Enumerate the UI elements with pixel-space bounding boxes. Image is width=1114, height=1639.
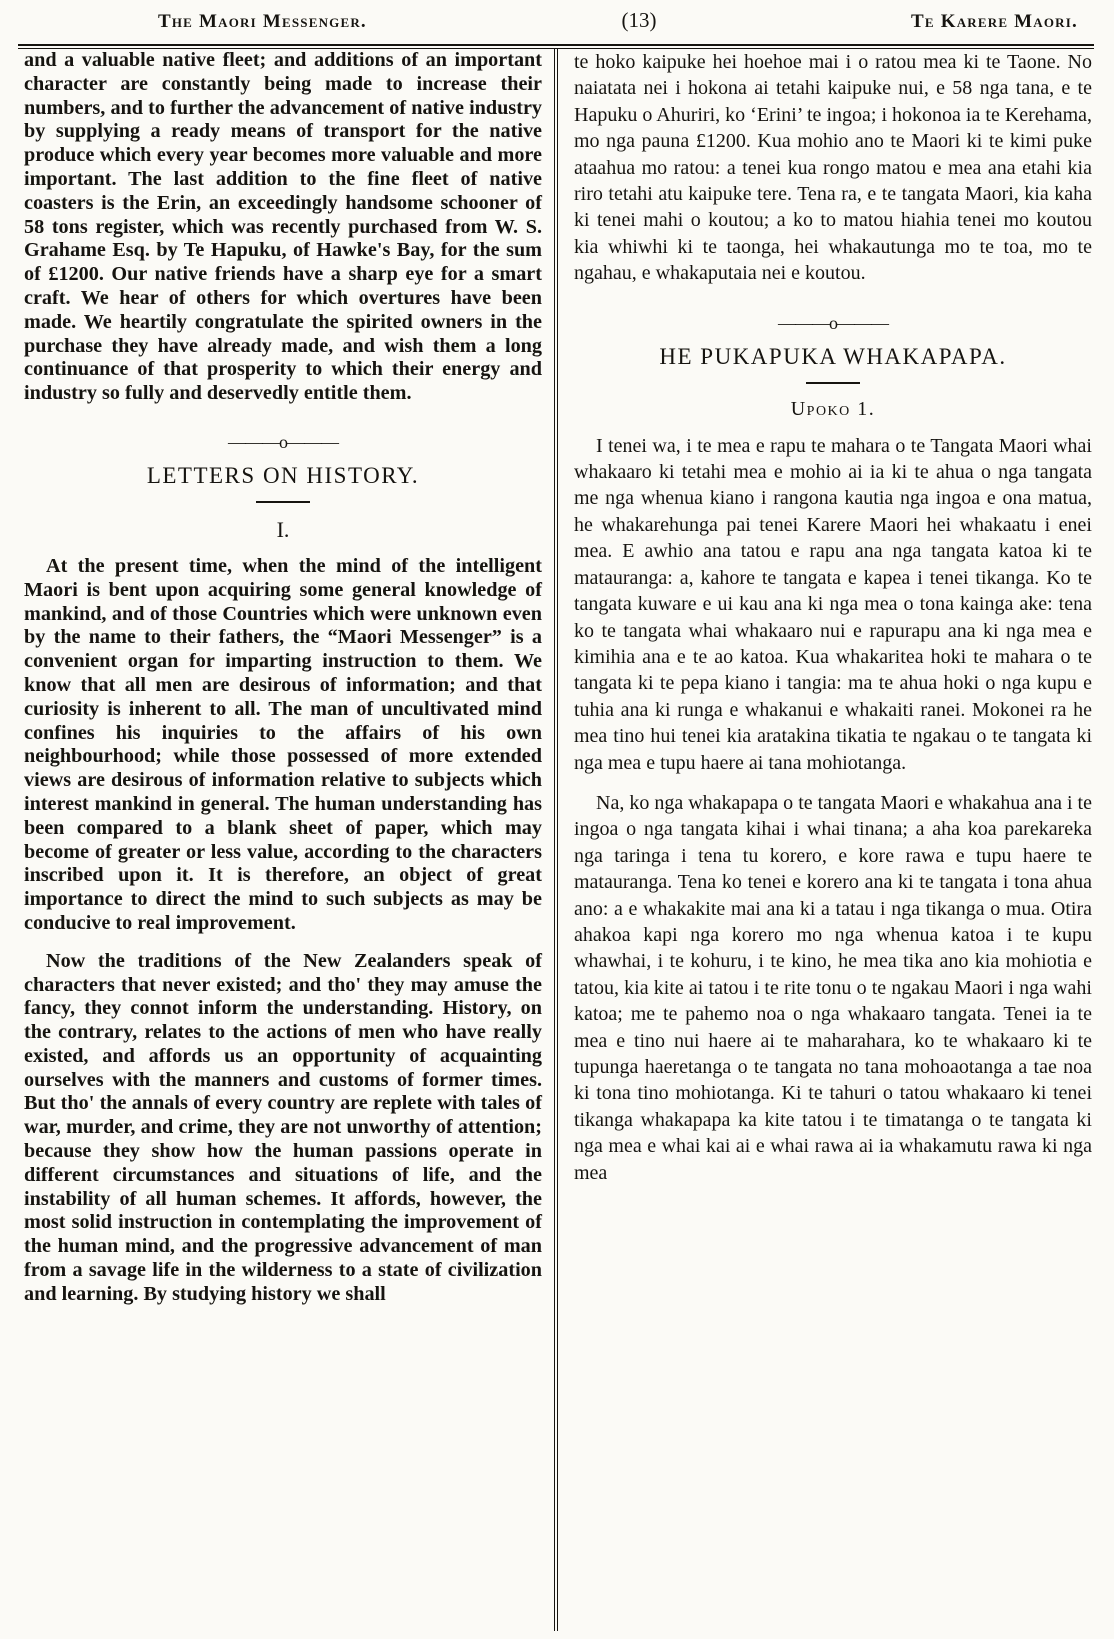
- article-continuation-english: and a valuable native fleet; and additions of an important character are constantly being made to increase their numbers, and to further the advancement of native industry by supplying a ready means of transport for the native produce which every year becomes more valuable and more important. The last addition to the fine fleet of native coasters is the Erin, an exceedingly handsome schooner of 58 tons register, which was recently purchased from W. S. Grahame Esq. by Te Hapuku, of Hawke's Bay, for the sum of £1200. Our native friends have a sharp eye for a smart craft. We hear of others for which overtures have been made. We heartily congratulate the spirited owners in the purchase they have already made, and wish them a long continuance of that prosperity to which their energy and industry so fully and deservedly entitle them.: [24, 49, 542, 405]
- chapter-number: Upoko 1.: [790, 397, 876, 420]
- section-separator: ———o———: [228, 431, 338, 452]
- whakapapa-paragraph-2: Na, ko nga whakapapa o te tangata Maori e whakahua ana i te ingoa o nga tangata kihai i whai tinana; a aha koa parekareka nga taringa i tena tu korero, e kore rawa e tupu haere te matauranga. Tena ko tenei e korero ana ki te tangata i tona ahua ano: a e whakakite mai ana ki a tatau i nga tikanga o mua. Otira ahakoa kapi nga korero mo nga whenua katoa i te kupu whawhai, i te kohuru, i te kino, he mea tika ano kia mohiotia e tatou, kia kite ai tatou i te rite tonu o te ngakau Maori i nga wahi katoa; me te pahemo noa o nga whakaaro tangata. Tenei ia te mea e tino nui haere ai te maharahara, ko te whakaaro ki te tupunga haeretanga o te tangata no tana mohoaotanga a tae noa ki tona tino mohiotanga. Ki te tahuri o tatou whakaaro ki tenei tikanga whakapapa ka kite tatou i te timatanga o te tangata ki nga mea e whai kai ai e whai rawa ai ia whakamutu rawa ki nga mea: [574, 791, 1092, 1184]
- english-column: [18, 49, 554, 1631]
- whakapapa-paragraph-1: I tenei wa, i te mea e rapu te mahara o te Tangata Maori whai whakaaro ki tetahi mea e mohio ai ia ki te ahua o nga tangata me nga whenua kiano i rangona kautia nga ingoa e ona matua, he whakarehunga pai tenei Karere Maori hei whakaatu i enei mea. E awhio ana tatou e rapu ana nga tangata katoa ki te matauranga: a, kahore te tangata e kapea i tenei tikanga. Ko te tangata kuware e ui kau ana ki nga mea o tona kainga ake: tena ko te tangata whai whakaaro nui e rapurapu ana ki nga mea e kimihia ana e te ao katoa. Kua whakaritea hoki te mahara o te tangata ki te pepa kiano i tangia: ma te ahua hoki o nga kupu e tuhia ana ki runga e whakanui e whakaiti ranei. Mokonei ra he mea tino hui tenei kia aratakina tikatia te ngakau o te tangata ki nga mea e tupu haere ai tana mohiotanga.: [574, 434, 1092, 774]
- history-paragraph-1: At the present time, when the mind of the intelligent Maori is bent upon acquiring some general knowledge of mankind, and of those Countries which were unknown even by the name to their fathers, the “Maori Messenger” is a convenient organ for imparting instruction to them. We know that all men are desirous of information; and that curiosity is inherent to all. The man of uncultivated mind confines his inquiries to the affairs of his own neighbourhood; while those possessed of more extended views are desirous of information relative to subjects which interest mankind in general. The human understanding has been compared to a blank sheet of paper, which may become of greater or less value, according to the characters inscribed upon it. It is therefore, an object of great importance to direct the mind to such subjects as may be conducive to real improvement.: [24, 554, 542, 934]
- history-paragraph-2: Now the traditions of the New Zealanders speak of characters that never existed; and tho' they may amuse the fancy, they connot inform the understanding. History, on the contrary, relates to the actions of men who have really existed, and affords us an opportunity of acquainting ourselves with the manners and customs of former times. But tho' the annals of every country are replete with tales of war, murder, and crime, they are not unworthy of attention; because they show how the human passions operate in different circumstances and situations of life, and the instability of all human schemes. It affords, however, the most solid instruction in contemplating the improvement of the human mind, and the progressive advancement of man from a savage life in the wilderness to a state of civilization and learning. By studying history we shall: [24, 949, 542, 1305]
- section-separator-maori: ———o———: [778, 312, 888, 333]
- header-english-title: The Maori Messenger.: [158, 11, 367, 32]
- columns: [18, 49, 1098, 1631]
- title-rule-maori: [806, 382, 860, 384]
- page-number: (13): [621, 8, 657, 32]
- letter-number: I.: [276, 516, 290, 542]
- header-maori-title: Te Karere Maori.: [911, 11, 1078, 32]
- title-rule: [256, 501, 310, 503]
- maori-column: [558, 49, 1098, 1631]
- header-rule: [18, 44, 1094, 46]
- article-continuation-maori: te hoko kaipuke hei hoehoe mai i o ratou mea ki te Taone. No naiatata nei i hokona ai tetahi kaipuke nui, e 58 nga tana, e te Hapuku o Ahuriri, ko ‘Erini’ te ingoa; i hokonoa ia te Kerehama, mo nga pauna £1200. Kua mohio ano te Maori ki te kimi puke ataahua mo ratou: a tenei kua rongo matou e mea ana etahi kia riro tetahi atu kaipuke tere. Tena ra, e te tangata Maori, kia kaha ki tenei mahi o koutou; a ko to matou hiahia tenei mo koutou kia whiwhi ki te taonga, hei whakautunga mo te toa, mo te ngahau, e whakaputaia nei e koutou.: [574, 51, 1092, 285]
- page-header: [18, 8, 1098, 36]
- article-title-english: LETTERS ON HISTORY.: [146, 462, 420, 488]
- article-title-maori: HE PUKAPUKA WHAKAPAPA.: [659, 343, 1007, 369]
